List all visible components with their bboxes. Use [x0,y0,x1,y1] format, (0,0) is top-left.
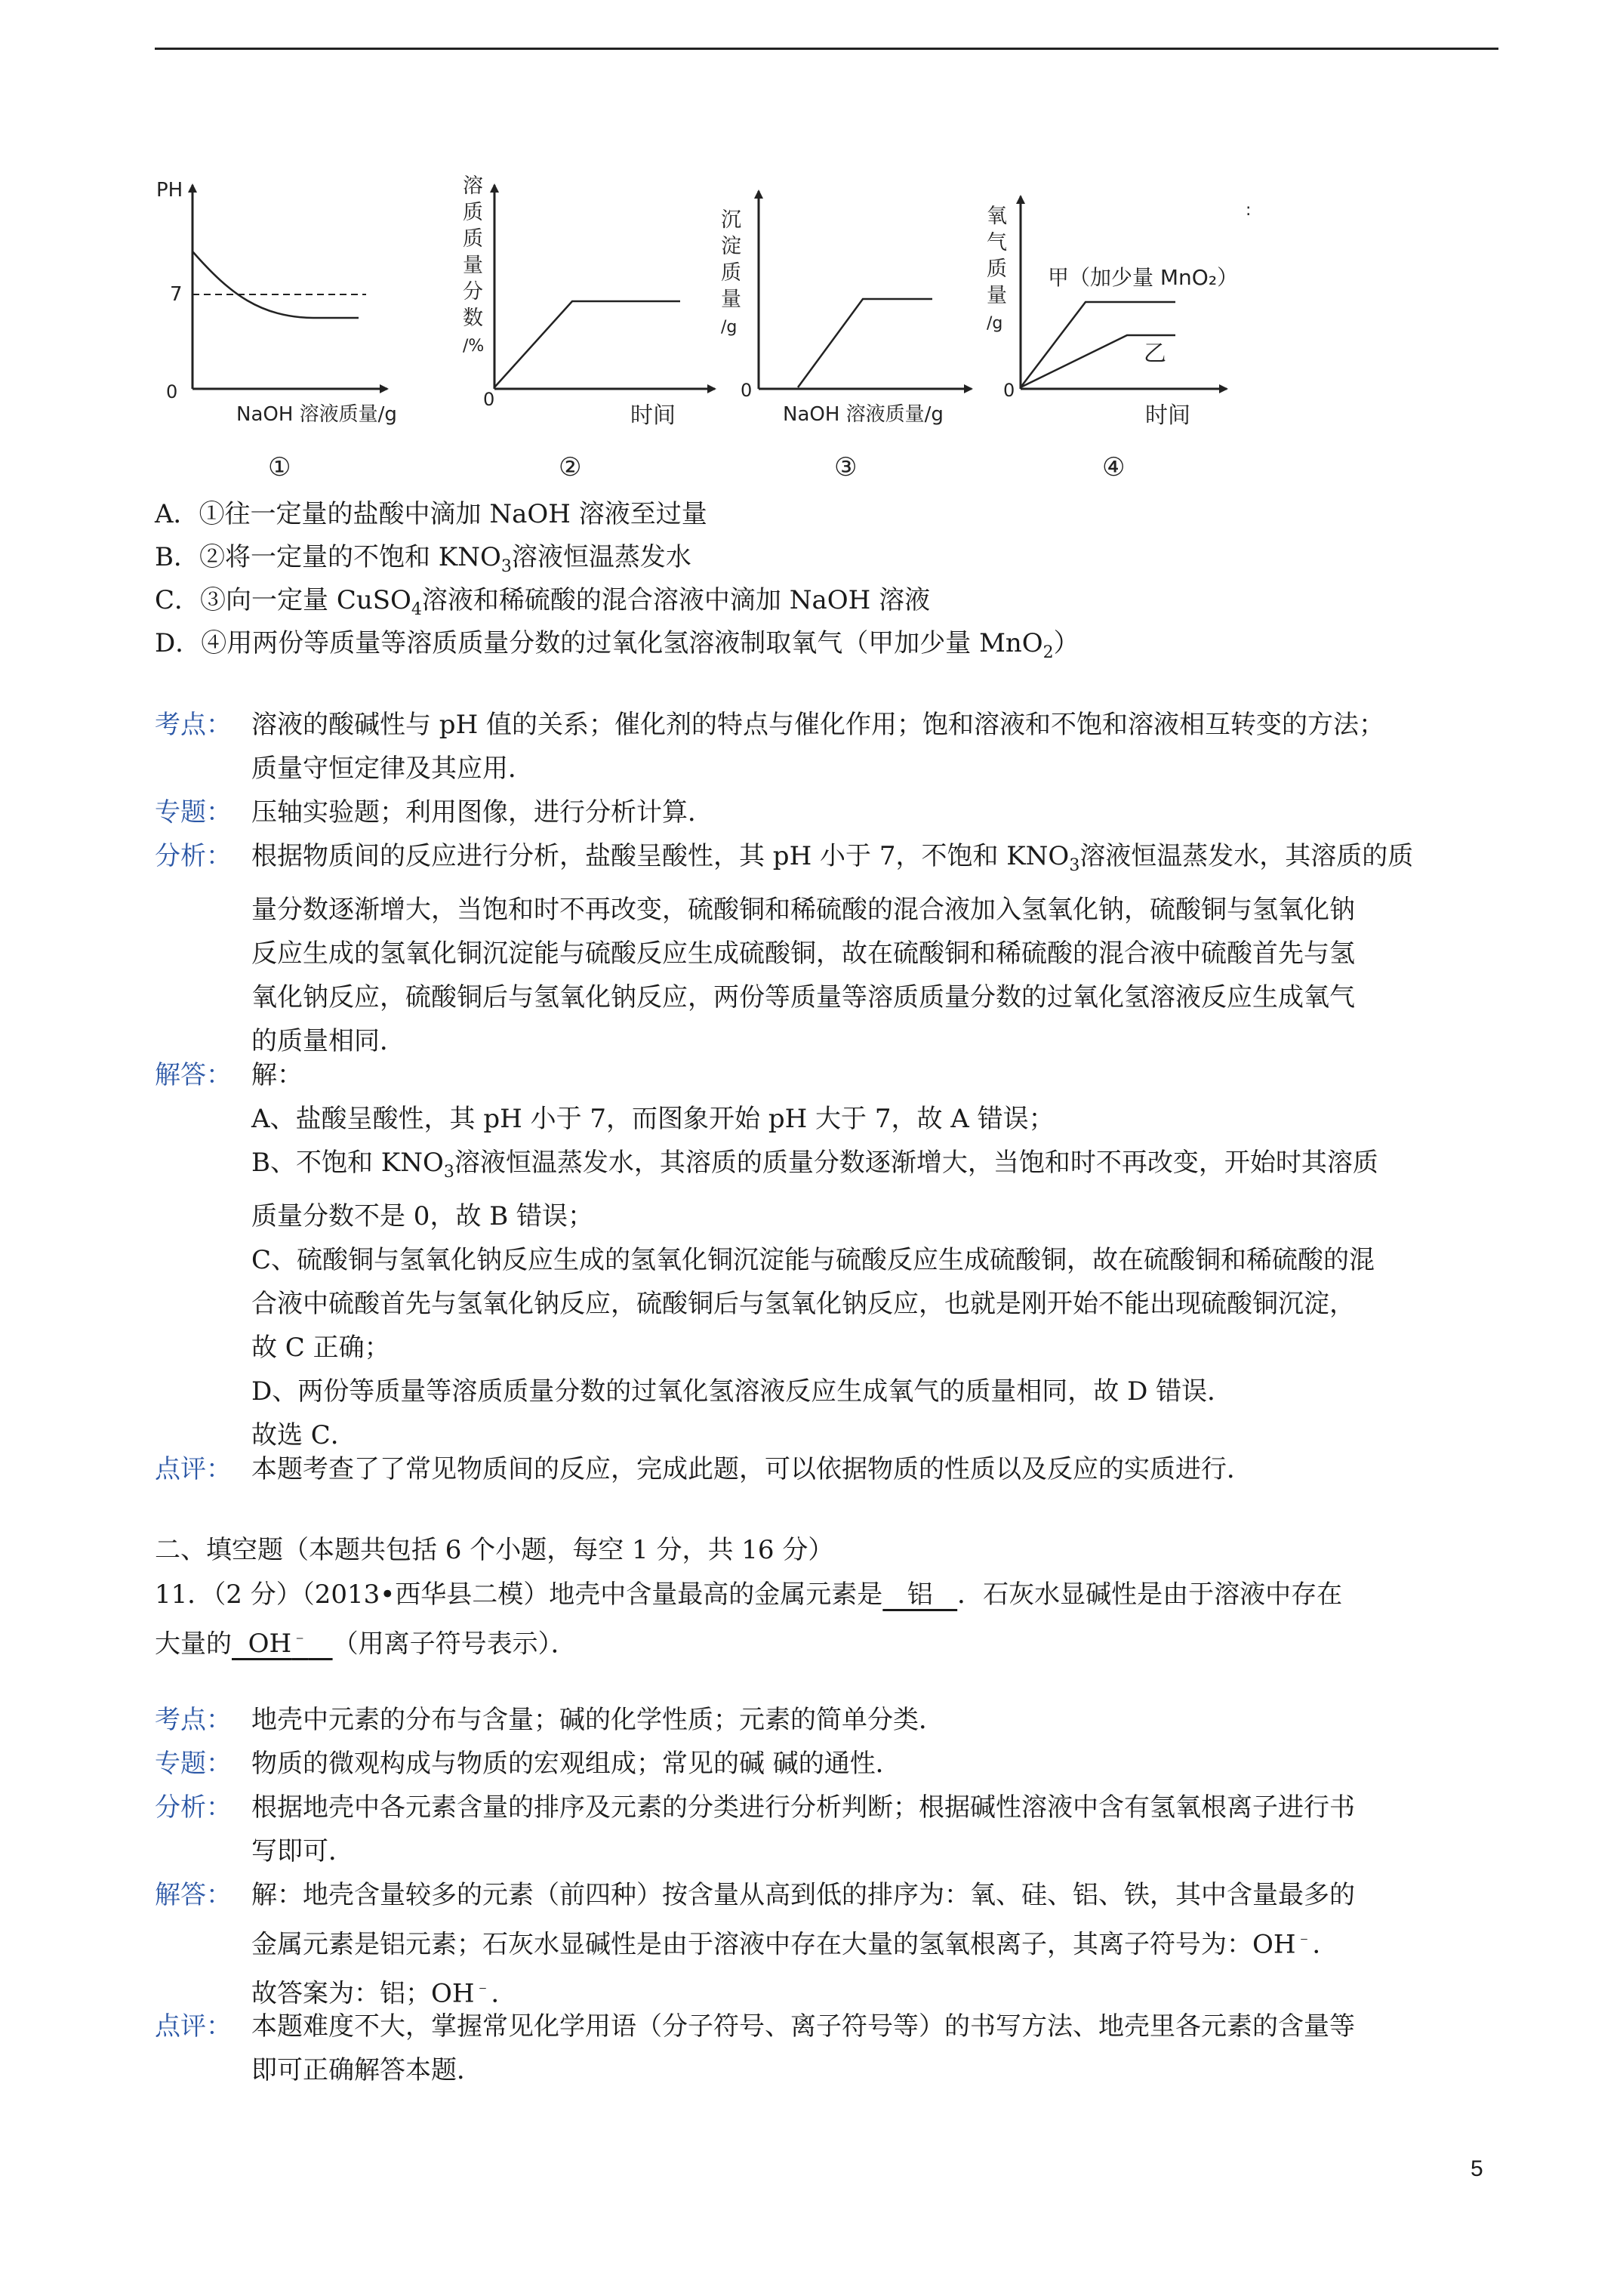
graph3-number: ③ [834,452,858,482]
svg-text:质: 质 [463,227,483,251]
q11-kaodian: 地壳中元素的分布与含量；碱的化学性质；元素的简单分类． [251,1705,944,1735]
graph1-origin: 0 [166,381,178,402]
graph3-curve [798,299,932,387]
option-b: B．②将一定量的不饱和 $KNO_3$溶液恒温蒸发水 [155,542,691,576]
figure-row [147,162,1280,502]
svg-text:溶: 溶 [463,174,483,198]
graph-4 [987,196,1238,482]
graph4-series-yi: 乙 [1144,341,1166,367]
svg-text:质: 质 [721,261,741,285]
graph-3 [721,191,972,482]
svg-text:数: 数 [463,307,483,330]
svg-text:分: 分 [463,280,483,304]
graph3-xlabel: NaOH 溶液质量/g [783,403,944,426]
graph1-xlabel: NaOH 溶液质量/g [236,403,397,426]
figures-svg [147,162,1280,502]
option-a: A．①往一定量的盐酸中滴加 NaOH 溶液至过量 [155,499,707,529]
q11-jieda-label: 解答： [155,1880,232,1910]
graph4-origin: 0 [1003,380,1015,401]
q10-kaodian-label: 考点： [155,710,232,740]
graph4-number: ④ [1102,452,1126,482]
q10-jieda: 解： A、盐酸呈酸性，其 pH 小于 7，而图象开始 pH 大于 7，故 A 错误； B、不饱和 $KNO_3$溶液恒温蒸发水，其溶质的质量分数逐渐增大，当饱和时不再改变，开始时其溶质 质量分数不是 0，故 B 错误； C、硫酸铜与氢氧化钠反应生成的氢氧化铜沉淀能与硫酸反应生成硫酸铜，故在硫酸铜和稀硫酸的混 合液中硫酸首先与氢氧化钠反应，硫酸铜后与氢氧化钠反应，也就是刚开始不能出现硫酸铜沉淀， 故 C 正确； D、两份等质量等溶质质量分数的过氧化氢溶液反应生成氧气的质量相同，故 D 错误． 故选 C． [251,1060,1378,1450]
graph4-series-jia: 甲（加少量 MnO₂） [1048,265,1239,290]
svg-text:淀: 淀 [721,235,741,258]
option-c: C．③向一定量 CuSO$_4$溶液和稀硫酸的混合溶液中滴加 NaOH 溶液 [155,585,931,619]
q10-fenxi: 根据物质间的反应进行分析，盐酸呈酸性，其 pH 小于 7，不饱和 $KNO_3$溶液恒温蒸发水，其溶质的质 量分数逐渐增大，当饱和时不再改变，硫酸铜和稀硫酸的混合液加入氢氧化钠，硫酸铜与氢氧化钠 反应生成的氢氧化铜沉淀能与硫酸反应生成硫酸铜，故在硫酸铜和稀硫酸的混合液中硫酸首先与氢 氧化钠反应，硫酸铜后与氢氧化钠反应，两份等质量等溶质质量分数的过氧化氢溶液反应生成氧气 的质量相同． [251,841,1414,1056]
graph1-ylabel: PH [156,179,183,202]
graph4-xlabel: 时间 [1145,402,1190,429]
svg-text:/g: /g [721,318,738,337]
graph1-number: ① [268,452,291,482]
svg-text:质: 质 [463,201,483,224]
q11-dianping-label: 点评： [155,2011,232,2042]
header-rule [155,48,1498,50]
q11-dianping: 本题难度不大，掌握常见化学用语（分子符号、离子符号等）的书写方法、地壳里各元素的含量等 即可正确解答本题． [251,2011,1355,2085]
graph-2 [463,174,715,482]
graph4-ylabel [987,205,1007,333]
svg-text:/%: /% [463,337,485,356]
svg-text:/g: /g [987,314,1003,333]
option-d: D．④用两份等质量等溶质质量分数的过氧化氢溶液制取氧气（甲加少量 MnO$_2$） [155,628,1079,662]
q10-dianping-label: 点评： [155,1454,232,1484]
graph2-curve [494,301,680,387]
svg-text:沉: 沉 [721,208,741,232]
q10-jieda-label: 解答： [155,1060,232,1090]
graph2-number: ② [559,452,582,482]
q10-kaodian: 溶液的酸碱性与 pH 值的关系；催化剂的特点与催化作用；饱和溶液和不饱和溶液相互转变的方法； 质量守恒定律及其应用． [251,710,1385,784]
q11-stem-1: 11．（2 分）（2013•西华县二模）地壳中含量最高的金属元素是 铝 ．石灰水显碱性是由于溶液中存在 [155,1579,1343,1610]
section2-heading: 二、填空题（本题共包括 6 个小题，每空 1 分，共 16 分） [155,1535,834,1565]
svg-text:氧: 氧 [987,205,1007,228]
graph1-tick-7: 7 [170,283,183,306]
q11-fenxi: 根据地壳中各元素含量的排序及元素的分类进行分析判断；根据碱性溶液中含有氢氧根离子进行书 写即可． [251,1792,1355,1866]
graph2-origin: 0 [483,389,495,410]
q11-stem-2: 大量的 OH﹣ （用离子符号表示）． [155,1629,577,1660]
q10-fenxi-label: 分析： [155,841,232,871]
q10-zhuanti-label: 专题： [155,797,232,827]
graph3-ylabel [721,208,741,337]
graph2-xlabel: 时间 [630,402,676,429]
svg-text:量: 量 [987,284,1007,307]
svg-text:质: 质 [987,257,1007,281]
svg-text:量: 量 [463,254,483,277]
graph-1 [156,179,397,482]
q11-zhuanti-label: 专题： [155,1749,232,1779]
page-number: 5 [1471,2156,1483,2181]
q10-dianping: 本题考查了了常见物质间的反应，完成此题，可以依据物质的性质以及反应的实质进行． [251,1454,1252,1484]
svg-text:量: 量 [721,288,741,311]
q11-fenxi-label: 分析： [155,1792,232,1823]
graph2-ylabel [463,174,484,356]
stray-mark: : [1246,201,1252,220]
graph1-curve [192,251,359,318]
graph3-origin: 0 [741,380,753,401]
q11-kaodian-label: 考点： [155,1705,232,1735]
q11-zhuanti: 物质的微观构成与物质的宏观组成；常见的碱 碱的通性． [251,1749,901,1779]
q10-zhuanti: 压轴实验题；利用图像，进行分析计算． [251,797,713,827]
svg-text:气: 气 [987,231,1007,254]
q11-jieda: 解：地壳含量较多的元素（前四种）按含量从高到低的排序为：氧、硅、铝、铁，其中含量最多的 金属元素是铝元素；石灰水显碱性是由于溶液中存在大量的氢氧根离子，其离子符号为：OH﹣． 故答案为：铝；OH﹣． [251,1880,1355,2009]
